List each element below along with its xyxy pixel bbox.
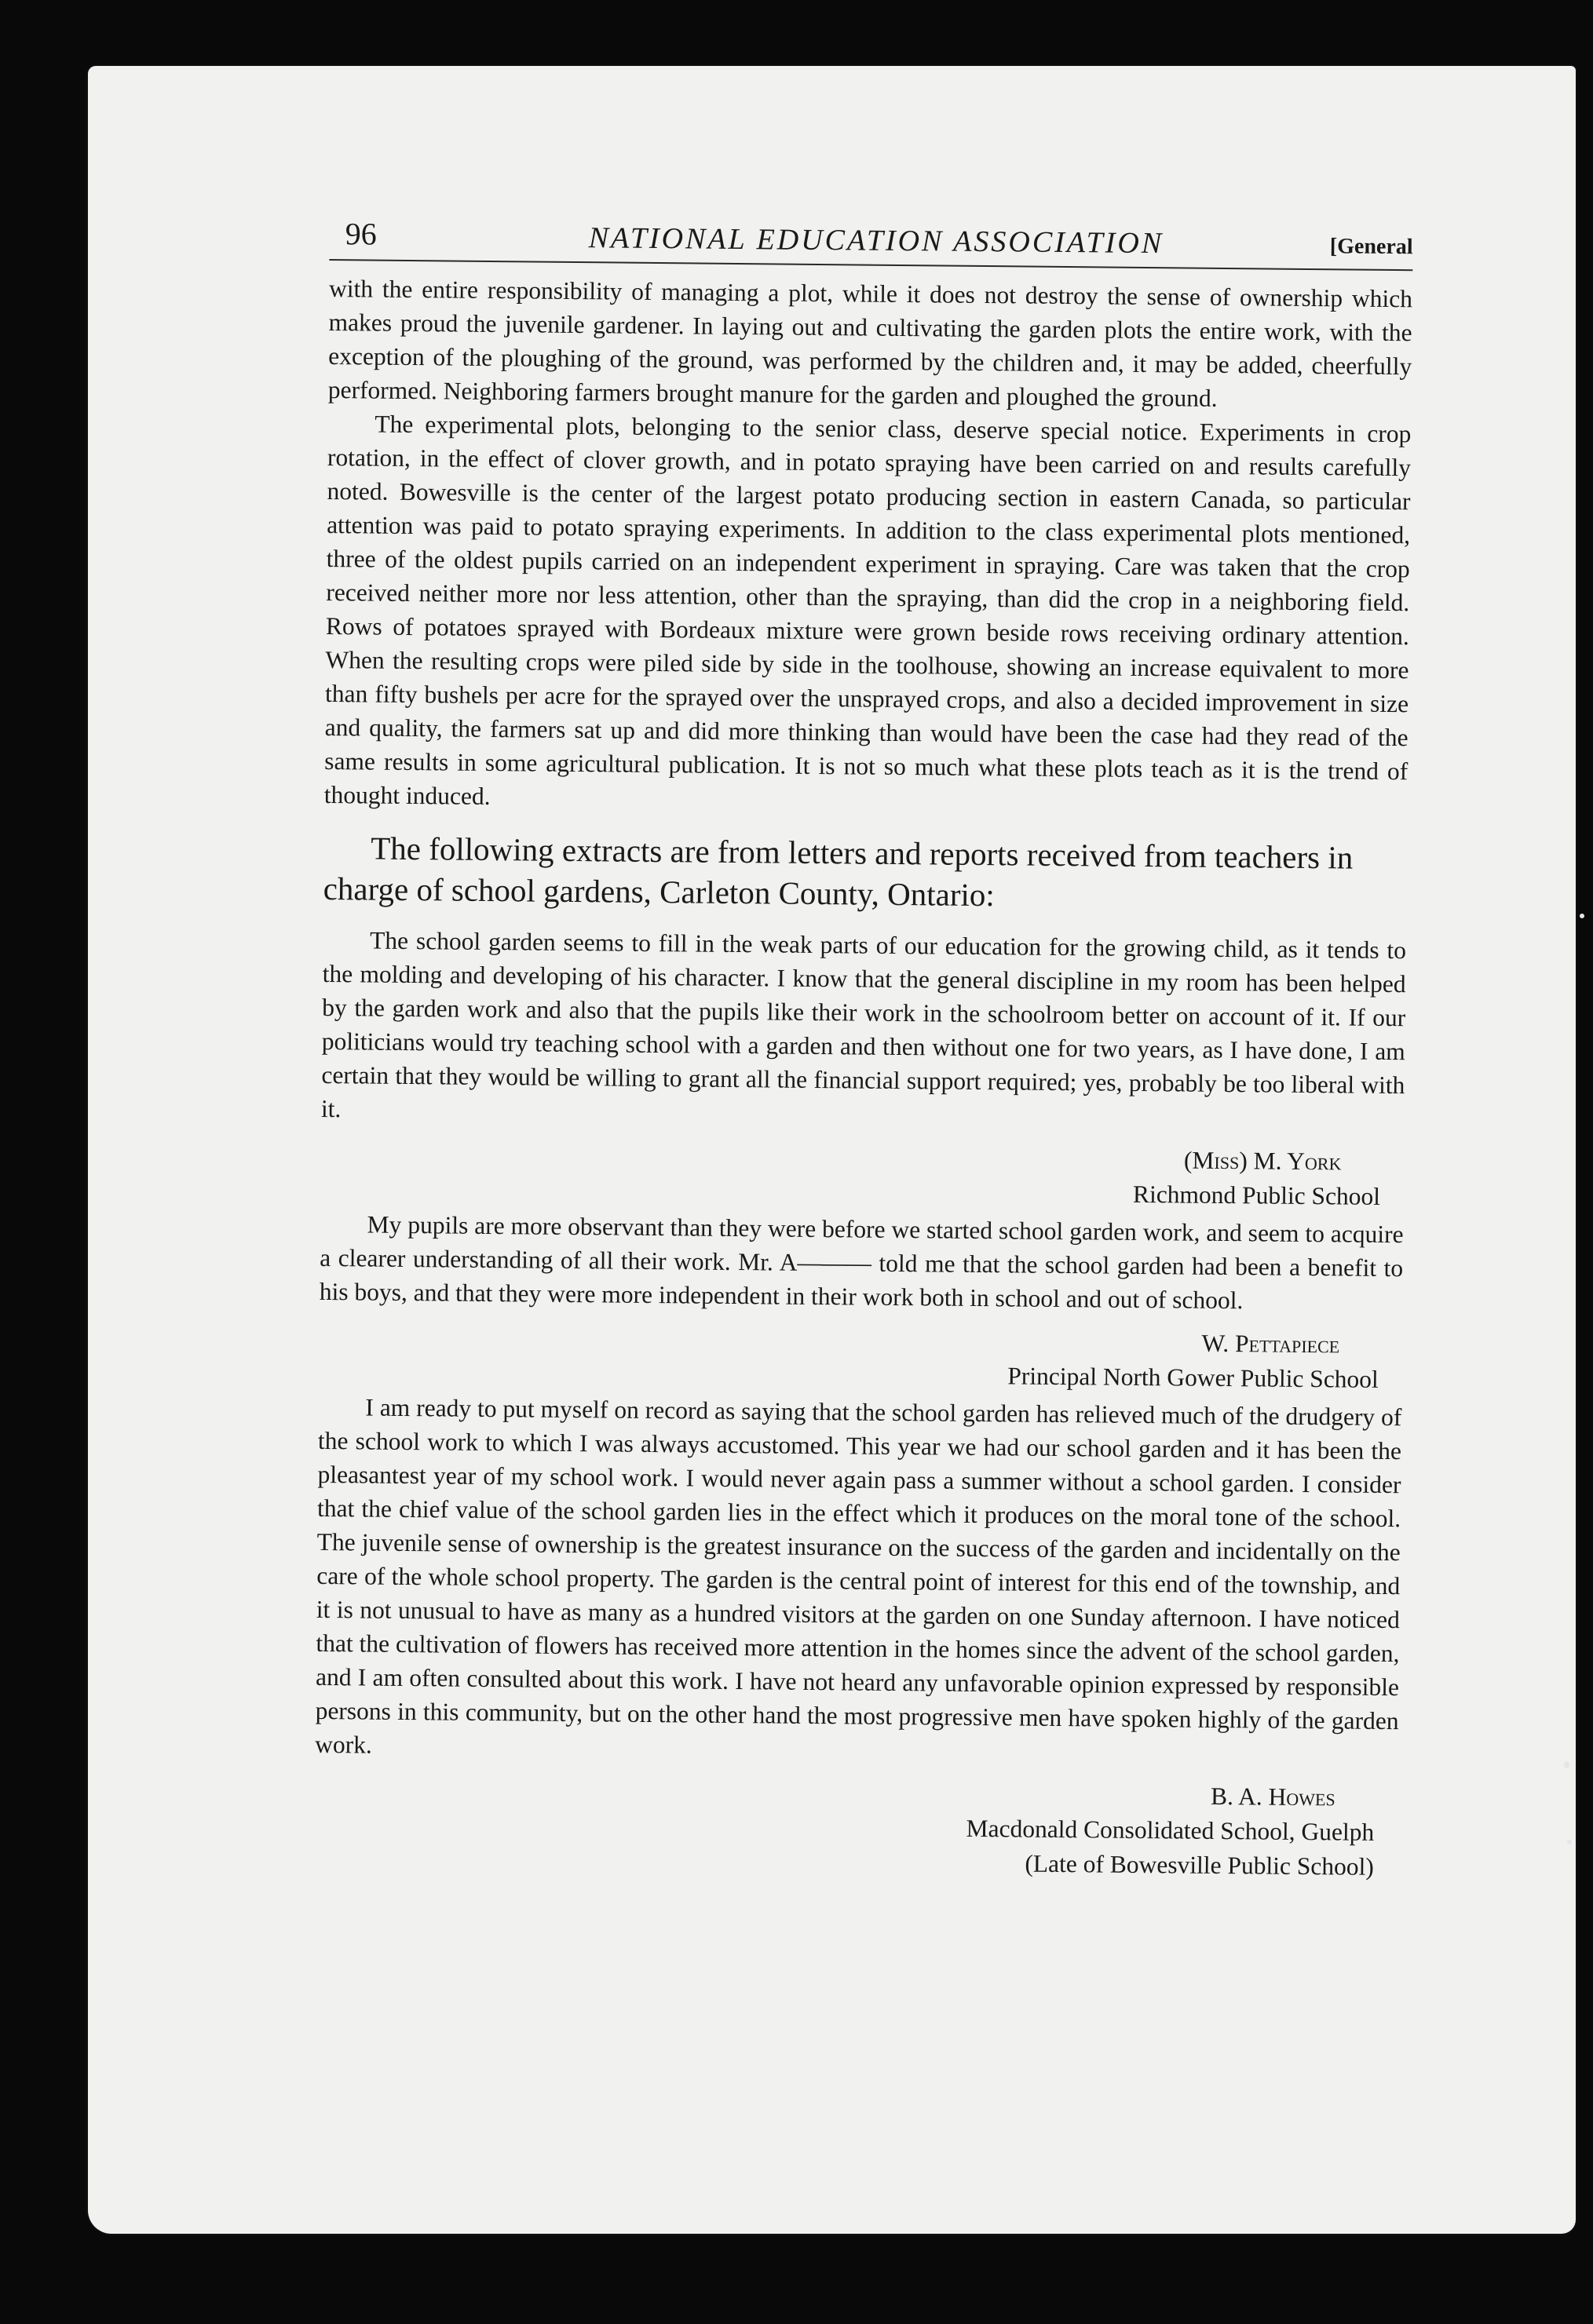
running-head bbox=[329, 212, 1413, 271]
scan-speck bbox=[1564, 1761, 1569, 1768]
signature-block bbox=[319, 1318, 1379, 1397]
extract-paragraph: My pupils are more observant than they were before we started school garden work, and seem to acquire a clearer understanding of all their work. Mr. A——— told me that the school garden had been a benefit to his boys, and that they were more independent in their work both in school and out of school. bbox=[319, 1210, 1404, 1315]
page-text bbox=[314, 212, 1413, 1888]
signature-name: B. A. Howes bbox=[1210, 1782, 1335, 1811]
body-paragraph: The experimental plots, belonging to the senior class, deserve special notice. Experiments in crop rotation, in the effect of clover growth, and in potato spraying have been carried on and results carefully noted. Bowesville is the center of the largest potato producing section in eastern Canada, so particular attention was paid to potato spraying experiments. In addition to the class experimental plots mentioned, three of the oldest pupils carried on an independent experiment in spraying. Care was taken that the crop received neither more nor less attention, other than the spraying, than did the crop in a neighboring field. Rows of potatoes sprayed with Bordeaux mixture were grown beside rows receiving ordinary attention. When the resulting crops were piled side by side in the toolhouse, showing an increase equivalent to more than fifty bushels per acre for the sprayed over the unsprayed crops, and also a decided improvement in size and quality, the farmers sat up and did more thinking than would have been the case had they read of the same results in some agricultural publication. It is not so much what these plots teach as it is the trend of thought induced. bbox=[323, 410, 1412, 810]
signature-name: (Miss) M. York bbox=[1183, 1146, 1342, 1176]
signature-note: (Late of Bowesville Public School) bbox=[1025, 1849, 1374, 1881]
signature-block bbox=[320, 1135, 1381, 1214]
extract-paragraph: I am ready to put myself on record as saying that the school garden has relieved much of the drudgery of the school work to which I was always accustomed. This year we had our school garden and it has been the pleasantest year of my school work. I would never again pass a summer without a school garden. I consider that the chief value of the school garden lies in the effect which it produces on the moral tone of the school. The juvenile sense of ownership is the greatest insurance on the success of the garden and incidentally on the care of the whole school property. The garden is the central point of interest for this end of the township, and it is not unusual to have as many as a hundred visitors at the garden on one Sunday afternoon. I have noticed that the cultivation of flowers has received more attention in the homes since the advent of the school garden, and I am often consulted about this work. I have not heard any unfavorable opinion expressed by responsible persons in this community, but on the other hand the most progressive men have spoken highly of the garden work. bbox=[315, 1393, 1402, 1759]
signature-school: Macdonald Consolidated School, Guelph bbox=[966, 1814, 1375, 1846]
journal-title: NATIONAL EDUCATION ASSOCIATION bbox=[588, 221, 1164, 261]
body-paragraph: with the entire responsibility of managing a plot, while it does not destroy the sense of ownership which makes proud the juvenile gardener. In laying out and cultivating the garden plots the entire work, with the exception of the ploughing of the ground, was performed by the children and, it may be added, cheerfully performed. Neighboring farmers brought manure for the garden and ploughed the ground. bbox=[327, 274, 1413, 412]
signature-name: W. Pettapiece bbox=[1201, 1329, 1340, 1359]
signature-school: Principal North Gower Public School bbox=[1007, 1362, 1379, 1393]
scan-speck bbox=[1567, 1840, 1572, 1844]
signature-school: Richmond Public School bbox=[1132, 1180, 1381, 1210]
page-number: 96 bbox=[345, 216, 377, 252]
extract-paragraph: The school garden seems to fill in the weak parts of our education for the growing child, as it tends to the molding and developing of his character. I know that the general discipline in my room has been helped by the garden work and also that the pupils like their work in the schoolroom better on account of it. If our politicians would try teaching school with a garden and then without one for two years, as I have done, I am certain that they would be willing to grant all the financial support required; yes, probably be too liberal with it. bbox=[320, 926, 1407, 1123]
signature-block bbox=[314, 1771, 1375, 1884]
scan-speck bbox=[1580, 914, 1584, 918]
section-intro: The following extracts are from letters and reports received from teachers in charge of school gardens, Carleton County, Ontario: bbox=[323, 830, 1354, 914]
section-tag: [General bbox=[1329, 234, 1413, 260]
